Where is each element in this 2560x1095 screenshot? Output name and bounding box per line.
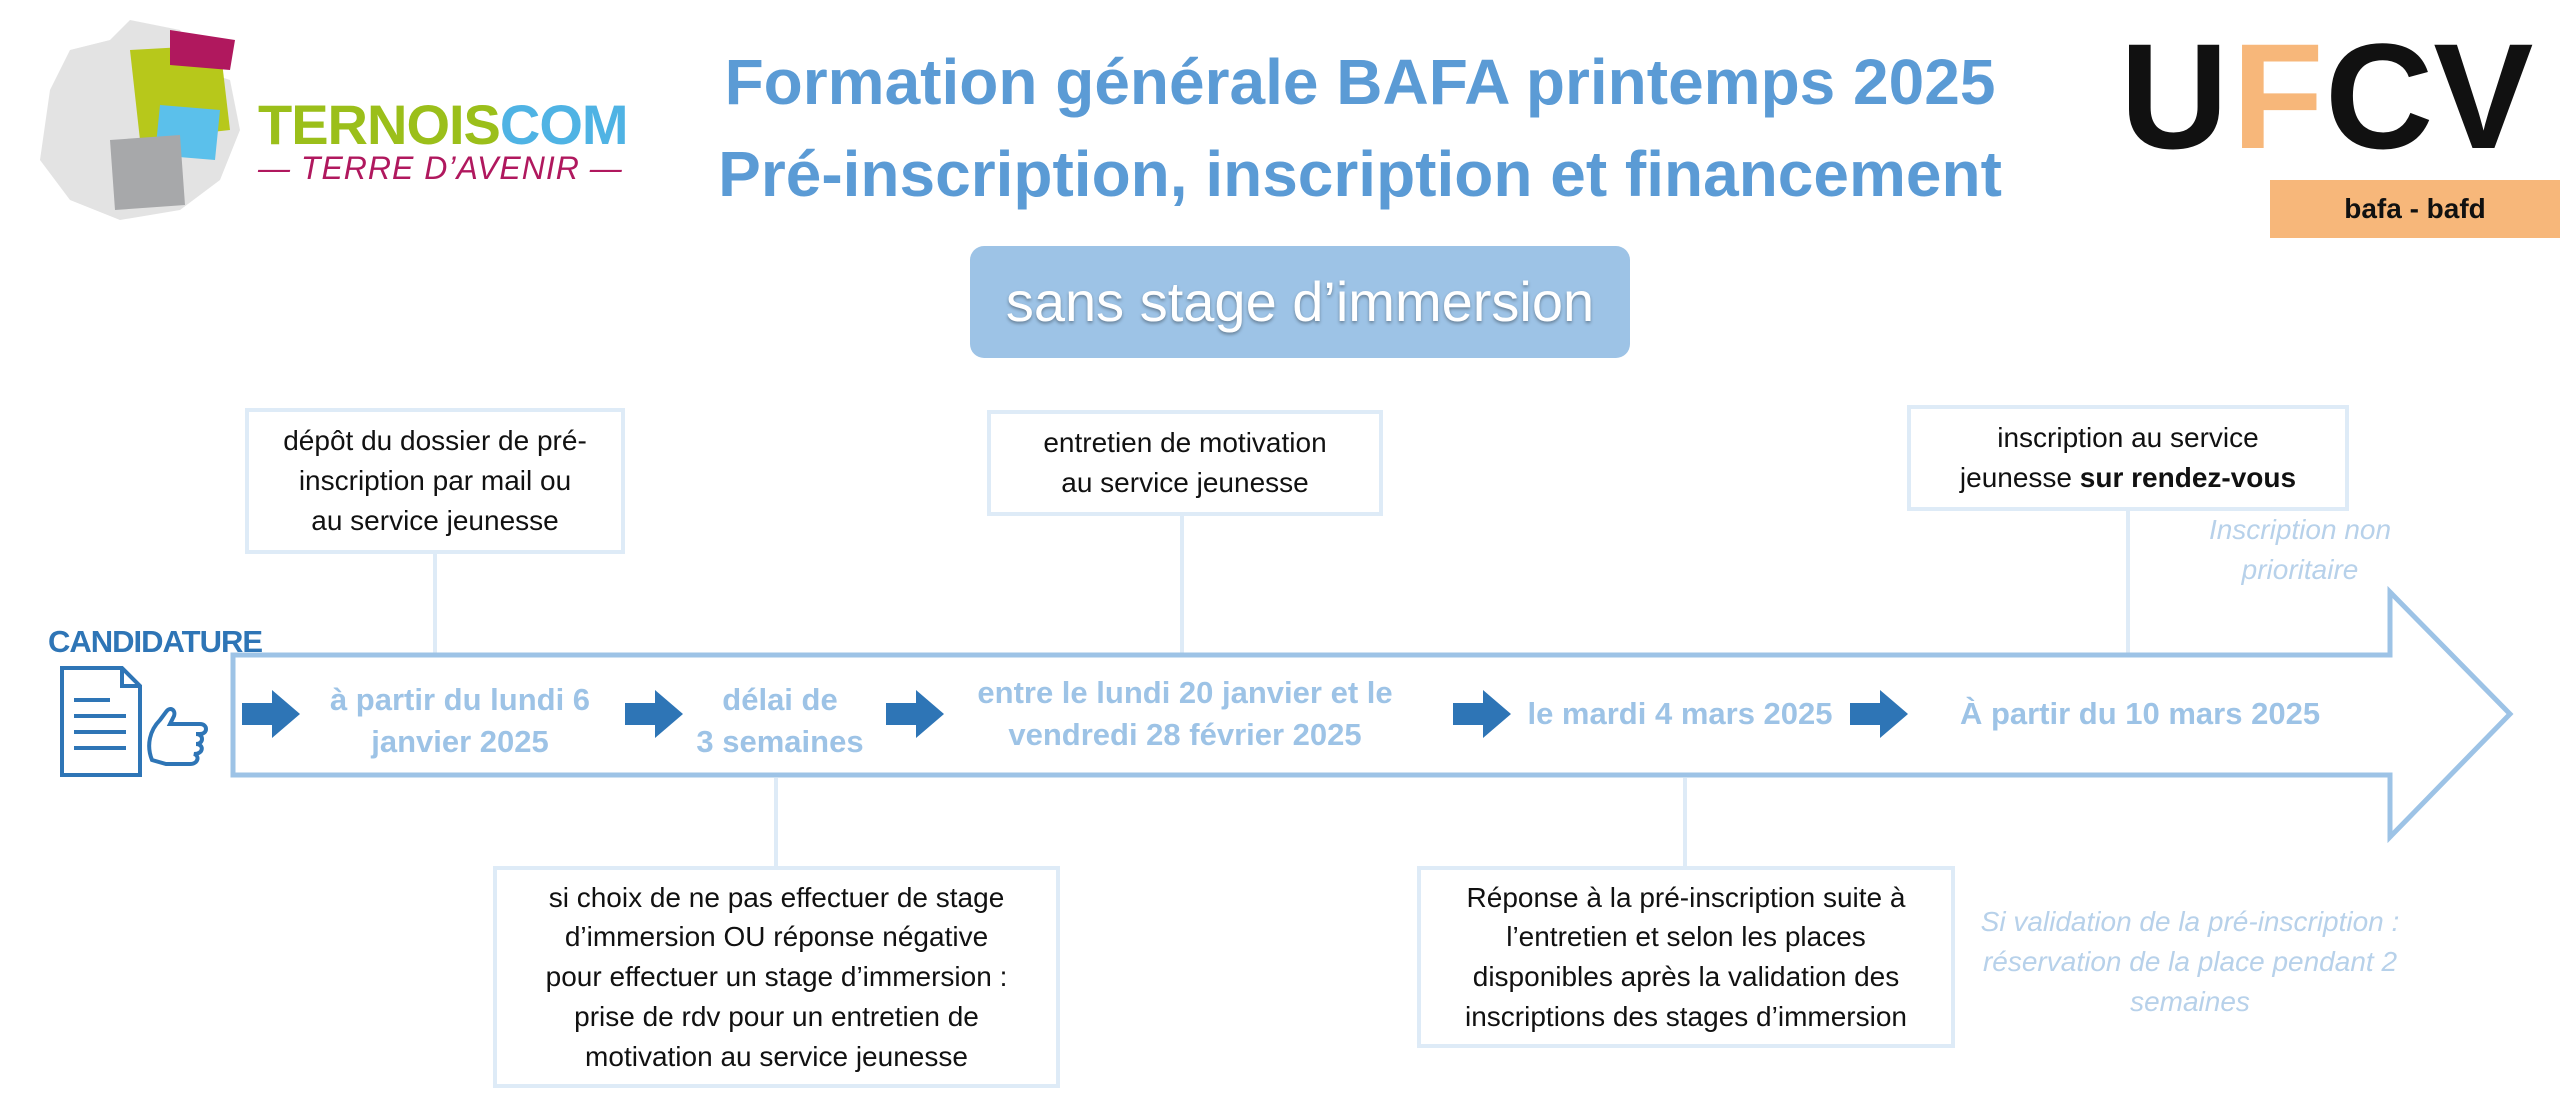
step-2-date [690, 679, 870, 763]
info-box-top-2 [987, 410, 1383, 516]
step-1-date-line1: à partir du lundi 6 [329, 682, 591, 717]
page-title: Formation générale BAFA printemps 2025 [724, 46, 1996, 118]
info-box-bottom-2-line: Réponse à la pré-inscription suite à [1466, 881, 1906, 913]
ternoiscom-name-part2: COM [499, 93, 628, 156]
note-top-right [2160, 510, 2440, 590]
step-5-date [1940, 693, 2340, 735]
info-box-top-1-line: dépôt du dossier de pré- [283, 425, 587, 457]
info-box-bottom-1-line: si choix de ne pas effectuer de stage [548, 881, 1005, 913]
step-2-date-line1: délai de [722, 682, 838, 717]
step-3-date [950, 672, 1420, 756]
note-bottom-right-line: réservation de la place pendant 2 [1982, 945, 2398, 977]
info-box-bottom-1-line: motivation au service jeunesse [585, 1040, 968, 1072]
step-5-date-line1: À partir du 10 mars 2025 [1959, 696, 2321, 731]
info-box-top-3-line2 [1960, 458, 2296, 498]
info-box-top-3-line2-plain: jeunesse [1959, 462, 2080, 493]
candidature-label: CANDIDATURE [48, 624, 263, 659]
ternoiscom-tagline: — TERRE D’AVENIR — [258, 150, 623, 186]
step-1-date [300, 679, 620, 763]
svg-text:CV: CV [2325, 30, 2534, 160]
subtitle-badge: sans stage d’immersion [970, 246, 1630, 358]
note-top-right-line: prioritaire [2241, 553, 2359, 585]
step-3-date-line2: vendredi 28 février 2025 [1008, 716, 1362, 752]
info-box-top-3 [1907, 405, 2349, 511]
info-box-bottom-1-line: prise de rdv pour un entretien de [574, 1000, 979, 1032]
step-4-date-line1: le mardi 4 mars 2025 [1527, 696, 1833, 731]
info-box-bottom-1-line: d’immersion OU réponse négative [564, 921, 989, 953]
note-bottom-right-line: semaines [2130, 985, 2250, 1017]
svg-text:U: U [2120, 30, 2229, 160]
step-4-date [1515, 693, 1845, 735]
info-box-top-3-line2-bold: sur rendez-vous [2079, 462, 2297, 493]
info-box-top-1-line: inscription par mail ou [298, 465, 572, 497]
info-box-top-1-line: au service jeunesse [311, 504, 559, 536]
page-subtitle-title: Pré-inscription, inscription et financement [718, 138, 2002, 210]
svg-text:F: F [2232, 30, 2324, 160]
note-bottom-right [1950, 902, 2430, 1021]
info-box-bottom-2-line: inscriptions des stages d’immersion [1465, 1000, 1907, 1032]
note-bottom-right-line: Si validation de la pré-inscription : [1980, 906, 2400, 937]
ufcv-subline: bafa - bafd [2270, 180, 2560, 238]
step-1-date-line2: janvier 2025 [371, 723, 549, 759]
note-top-right-line: Inscription non [2208, 514, 2392, 545]
document-hand-pointer-icon [62, 668, 206, 775]
info-box-top-1 [245, 408, 625, 554]
info-box-bottom-2-line: disponibles après la validation des [1472, 961, 1900, 992]
info-box-top-2-line: au service jeunesse [1061, 467, 1309, 498]
info-box-bottom-1-line: pour effectuer un stage d’immersion : [545, 961, 1008, 993]
info-box-top-2-line: entretien de motivation [1043, 427, 1327, 459]
step-2-date-line2: 3 semaines [696, 723, 864, 759]
ternoiscom-name-part1: TERNOIS [258, 93, 500, 156]
info-box-bottom-1 [493, 866, 1060, 1088]
info-box-bottom-2-line: l’entretien et selon les places [1506, 921, 1866, 953]
info-box-bottom-2 [1417, 866, 1955, 1048]
step-3-date-line1: entre le lundi 20 janvier et le [977, 675, 1393, 710]
info-box-top-3-line1: inscription au service [1997, 422, 2259, 454]
